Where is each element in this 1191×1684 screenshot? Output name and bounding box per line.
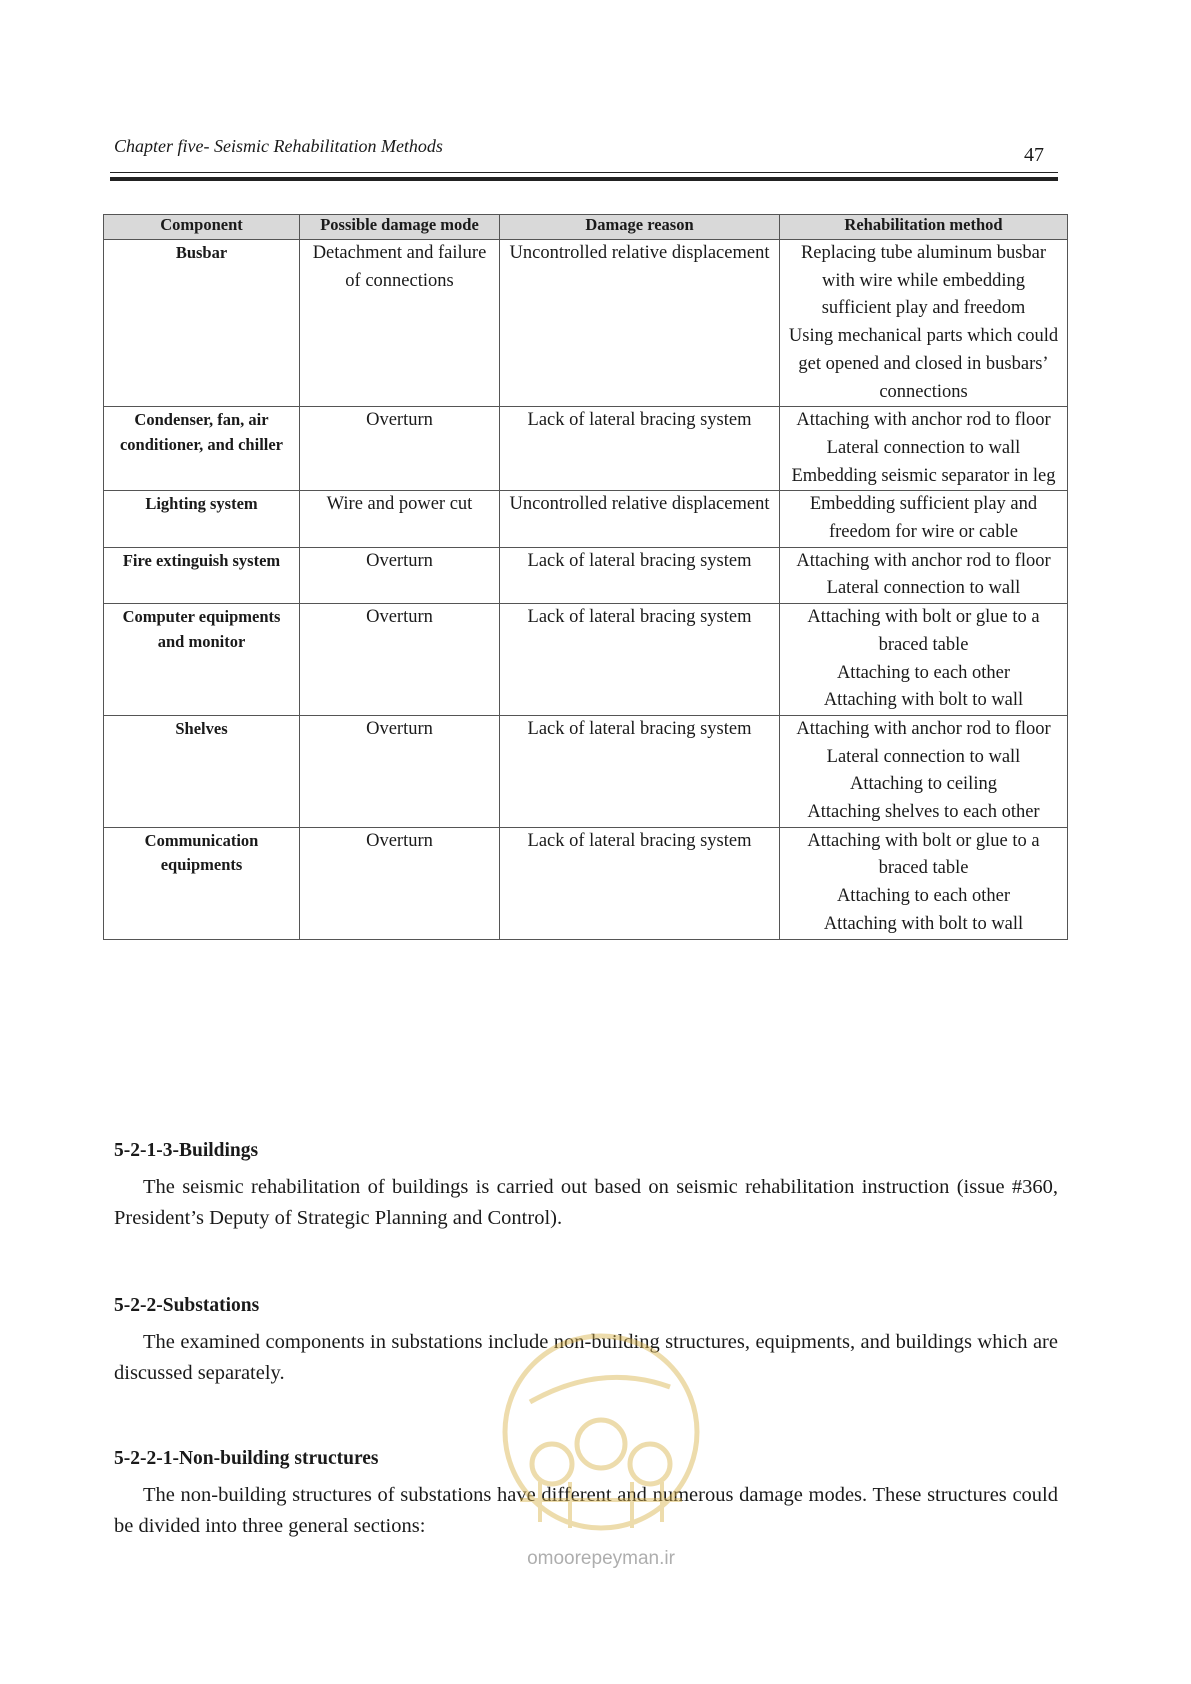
method-item: Embedding sufficient play and freedom for wire or cable	[809, 494, 1038, 543]
damage-reason-cell: Uncontrolled relative displacement	[500, 491, 780, 547]
page-number: 47	[1024, 144, 1044, 166]
header-damage-reason: Damage reason	[500, 215, 780, 240]
table-row	[104, 491, 1068, 547]
table-row	[104, 407, 1068, 491]
table-row	[104, 715, 1068, 827]
method-item: Using mechanical parts which could get opened and closed in busbars’ connections	[788, 326, 1059, 402]
chapter-title: Chapter five- Seismic Rehabilitation Methods	[114, 136, 443, 156]
damage-mode-cell: Overturn	[300, 604, 500, 716]
section-substations	[114, 1295, 1058, 1389]
method-item: Attaching shelves to each other	[807, 802, 1040, 823]
header-rule-thin	[110, 172, 1058, 173]
section-paragraph: The seismic rehabilitation of buildings is carried out based on seismic rehabilitation instruction (issue #360, President’s Deputy of Strategic Planning and Control).	[114, 1176, 1058, 1229]
section-heading: 5-2-2-Substations	[114, 1295, 260, 1316]
method-item: Replacing tube aluminum busbar with wire while embedding sufficient play and freedom	[800, 243, 1047, 319]
rehabilitation-method-cell	[780, 547, 1068, 603]
component-cell: Fire extinguish system	[104, 547, 300, 603]
method-item: Attaching to each other	[836, 662, 1011, 683]
table-row	[104, 240, 1068, 407]
damage-mode-cell: Overturn	[300, 827, 500, 939]
method-item: Attaching with bolt or glue to a braced table	[807, 607, 1040, 655]
table-row	[104, 547, 1068, 603]
section-buildings	[114, 1140, 1058, 1234]
header-rule-thick	[110, 177, 1058, 181]
component-cell: Communication equipments	[104, 827, 300, 939]
table-row	[104, 604, 1068, 716]
section-heading: 5-2-2-1-Non-building structures	[114, 1448, 379, 1469]
rehabilitation-method-cell	[780, 240, 1068, 407]
damage-mode-cell: Detachment and failure of connections	[300, 240, 500, 407]
section-paragraph: The non-building structures of substations have different and numerous damage modes. These structures could be divided into three general sections:	[114, 1484, 1058, 1537]
damage-reason-cell: Lack of lateral bracing system	[500, 715, 780, 827]
method-item: Attaching to each other	[836, 886, 1011, 907]
watermark-text: omoorepeyman.ir	[527, 1548, 675, 1569]
section-non-building-structures	[114, 1448, 1058, 1542]
component-cell: Computer equipments and monitor	[104, 604, 300, 716]
damage-reason-cell: Lack of lateral bracing system	[500, 547, 780, 603]
method-item: Lateral connection to wall	[826, 578, 1021, 599]
rehabilitation-table	[103, 214, 1068, 940]
component-cell: Lighting system	[104, 491, 300, 547]
header-component: Component	[104, 215, 300, 240]
method-item: Attaching with bolt to wall	[823, 690, 1024, 711]
component-cell: Busbar	[104, 240, 300, 407]
method-item: Attaching with anchor rod to floor	[796, 410, 1051, 431]
section-heading: 5-2-1-3-Buildings	[114, 1140, 259, 1161]
header-damage-mode: Possible damage mode	[300, 215, 500, 240]
page-header	[114, 136, 1058, 174]
damage-mode-cell: Overturn	[300, 407, 500, 491]
damage-mode-cell: Wire and power cut	[300, 491, 500, 547]
rehabilitation-method-cell	[780, 491, 1068, 547]
method-item: Attaching with anchor rod to floor	[796, 550, 1051, 571]
damage-reason-cell: Lack of lateral bracing system	[500, 604, 780, 716]
rehabilitation-method-cell	[780, 827, 1068, 939]
table-row	[104, 827, 1068, 939]
rehabilitation-method-cell	[780, 604, 1068, 716]
method-item: Lateral connection to wall	[826, 746, 1021, 767]
method-item: Attaching with anchor rod to floor	[796, 718, 1051, 739]
section-paragraph: The examined components in substations include non-building structures, equipments, and buildings which are discussed separately.	[114, 1331, 1058, 1384]
method-item: Lateral connection to wall	[826, 437, 1021, 458]
method-item: Attaching with bolt to wall	[823, 913, 1024, 934]
damage-mode-cell: Overturn	[300, 715, 500, 827]
component-cell: Shelves	[104, 715, 300, 827]
damage-mode-cell: Overturn	[300, 547, 500, 603]
component-cell: Condenser, fan, air conditioner, and chiller	[104, 407, 300, 491]
damage-reason-cell: Lack of lateral bracing system	[500, 407, 780, 491]
rehabilitation-method-cell	[780, 407, 1068, 491]
table-header-row	[104, 215, 1068, 240]
header-rehabilitation-method: Rehabilitation method	[780, 215, 1068, 240]
damage-reason-cell: Lack of lateral bracing system	[500, 827, 780, 939]
method-item: Attaching with bolt or glue to a braced table	[807, 830, 1040, 879]
method-item: Embedding seismic separator in leg	[791, 465, 1056, 486]
damage-reason-cell: Uncontrolled relative displacement	[500, 240, 780, 407]
method-item: Attaching to ceiling	[850, 774, 997, 795]
rehabilitation-method-cell	[780, 715, 1068, 827]
